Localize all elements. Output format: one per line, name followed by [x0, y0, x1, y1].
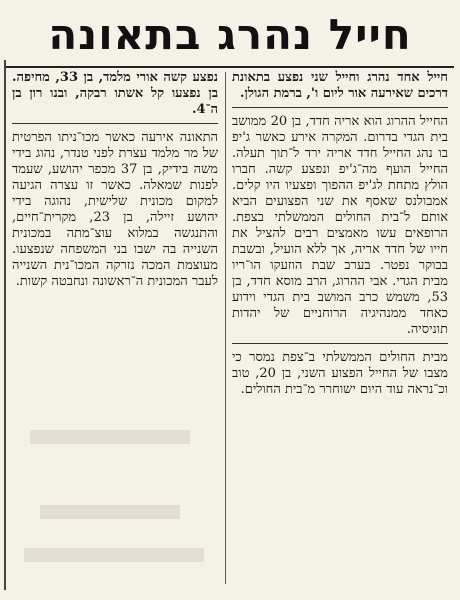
right-column — [232, 70, 448, 590]
headline-rule — [6, 66, 454, 68]
bleed-through-ghost — [30, 430, 190, 444]
bleed-through-ghost — [40, 505, 180, 519]
left-rule — [12, 123, 218, 124]
body-paragraph-1: החייל ההרוג הוא אריה חדד, בן 20 ממושב בית הגדי בדרום. המקרה אירע כאשר ג'יפ בו נהג החייל חדד אריה ירד ל־תוך תעלה. החייל הועף מה־ג'יפ ונפצע קשה. חברו הולץ מתחת לג'יפ ההפוך ופצעיו היו קלים. אמבולנס שאסף את שני הפצועים הביא אותם ל־בית החולים הממשלתי בצפת. הרופאים עשו מאמצים רבים להציל את חייו של חדד אריה, אך ללא הועיל, ובשבת בבוקר נפטר. בערב שבת הוזעקו הו־ריו מבית הגדי. אבי ההרוג, הרב מוסא חדד, בן 53, משמש כרב המושב בית הגדי וידוע כאחד ממנהיגיה הרוחניים של יהדות תוניסיה. — [232, 114, 448, 337]
left-body-paragraph: התאונה אירעה כאשר מכו־ניתו הפרטית של מר מלמד עצרת לפני טנדר, נהוג בידי משה בידיק, בן 37 מכפר יהושע, שעמד לפנות שמאלה. כאשר זו עצרה הגיעה למקום מכונית שלישית, נהוגה בידי יהושע זיילה, בן 23, מקרית־חיים, והתנגשה במלוא עוצ־מתה במכונית השנייה בה ישבו בני המשפחה שנפצעו. מעוצמת המכה נזרקה המכו־נית השנייה לעבר המכונית ה־ראשונה ונחבטה קשות. — [12, 130, 218, 289]
lead-paragraph: חייל אחד נהרג וחייל שני נפצע בתאונת דרכים שאירעה אור ליום ו', ברמת הגולן. — [232, 70, 448, 101]
headline: חייל נהרג בתאונה — [48, 10, 412, 59]
left-column — [12, 70, 218, 380]
lead-rule — [232, 107, 448, 108]
body-paragraph-2: מבית החולים הממשלתי ב־צפת נמסר כי מצבו של החייל הפצוע השני, בן 20, טוב וכ־נראה עוד היום ישוחרר מ־בית החולים. — [232, 350, 448, 397]
left-lead-paragraph: נפצע קשה אורי מלמד, בן 33, מחיפה. בן נפצעו קל אשתו רבקה, ובנו רון בן ה־4. — [12, 70, 218, 117]
section-rule — [232, 343, 448, 344]
clipping-edge — [4, 60, 6, 590]
column-divider — [225, 72, 226, 584]
bleed-through-ghost — [24, 548, 204, 562]
